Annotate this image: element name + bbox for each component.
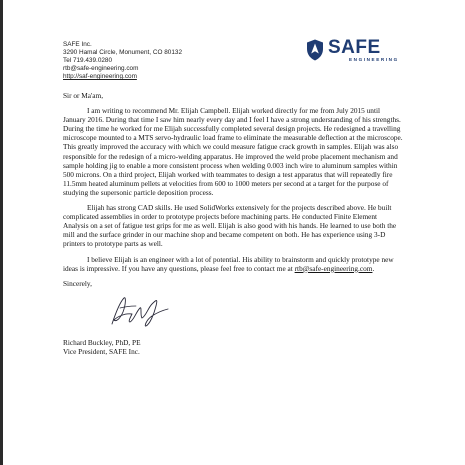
signer-title: Vice President, SAFE Inc. [63, 346, 140, 356]
signer-name: Richard Buckley, PhD, PE [63, 338, 141, 347]
paragraph-3-end: . [372, 263, 375, 273]
safe-logo [306, 39, 426, 63]
sender-website[interactable]: http://saf-engineering.com [63, 73, 137, 81]
sender-company: SAFE Inc. [63, 41, 92, 48]
letter-body [63, 91, 403, 288]
logo-subword: ENGINEERING [349, 57, 399, 62]
logo-word: SAFE [328, 37, 381, 58]
contact-email-link[interactable]: rtb@safe-engineering.com [294, 263, 373, 273]
sender-block [63, 41, 182, 81]
paragraph-3-text: I believe Elijah is an engineer with a lot of potential. His ability to brainstorm and quickly prototype new ideas is impressive. If you have any questions, please feel free to contact me at [63, 254, 394, 273]
salutation: Sir or Ma'am, [63, 91, 104, 100]
closing: Sincerely, [63, 278, 92, 288]
paragraph-3 [63, 255, 403, 273]
scan-edge [0, 0, 3, 465]
paragraph-2: Elijah has strong CAD skills. He used SolidWorks extensively for the projects described above. He built complicated assemblies in order to prototype projects before machining parts. He conducted Finite Element Analysis on a set of fatigue test grips for me as well. Elijah is also good with his hands. He learned to use both the mill and the surface grinder in our machine shop and became competent on both. He has experience using 3-D printers to prototype parts as well. [63, 203, 397, 249]
sender-email: rtb@safe-engineering.com [63, 65, 139, 73]
shield-icon [306, 39, 324, 61]
handwritten-signature [106, 294, 170, 328]
paragraph-1: I am writing to recommend Mr. Elijah Campbell. Elijah worked directly for me from July 2015 until January 2016. During that time I saw him nearly every day and I feel I have a strong understanding of his strengths. During the time he worked for me Elijah successfully completed several design projects. He redesigned a travelling microscope mounted to a MTS servo-hydraulic load frame to eliminate the measurable deflection at the microscope. This greatly improved the accuracy with which we could measure fatigue crack growth in samples. Elijah was also responsible for the redesign of a micro-welding apparatus. He improved the weld probe placement mechanism and sample holding jig to enable a more consistent process when welding 0.003 inch wire to aluminum samples within 500 microns. On a third project, Elijah worked with teammates to design a test apparatus that will repeatedly fire 11.5mm heated aluminum pellets at velocities from 600 to 1000 meters per second at a target for the purpose of studying the supersonic particle deposition process. [63, 106, 403, 197]
sender-address: 3290 Hamal Circle, Monument, CO 80132 [63, 49, 182, 57]
signer-block [63, 339, 141, 357]
sender-phone: Tel 719.439.0280 [63, 57, 113, 65]
